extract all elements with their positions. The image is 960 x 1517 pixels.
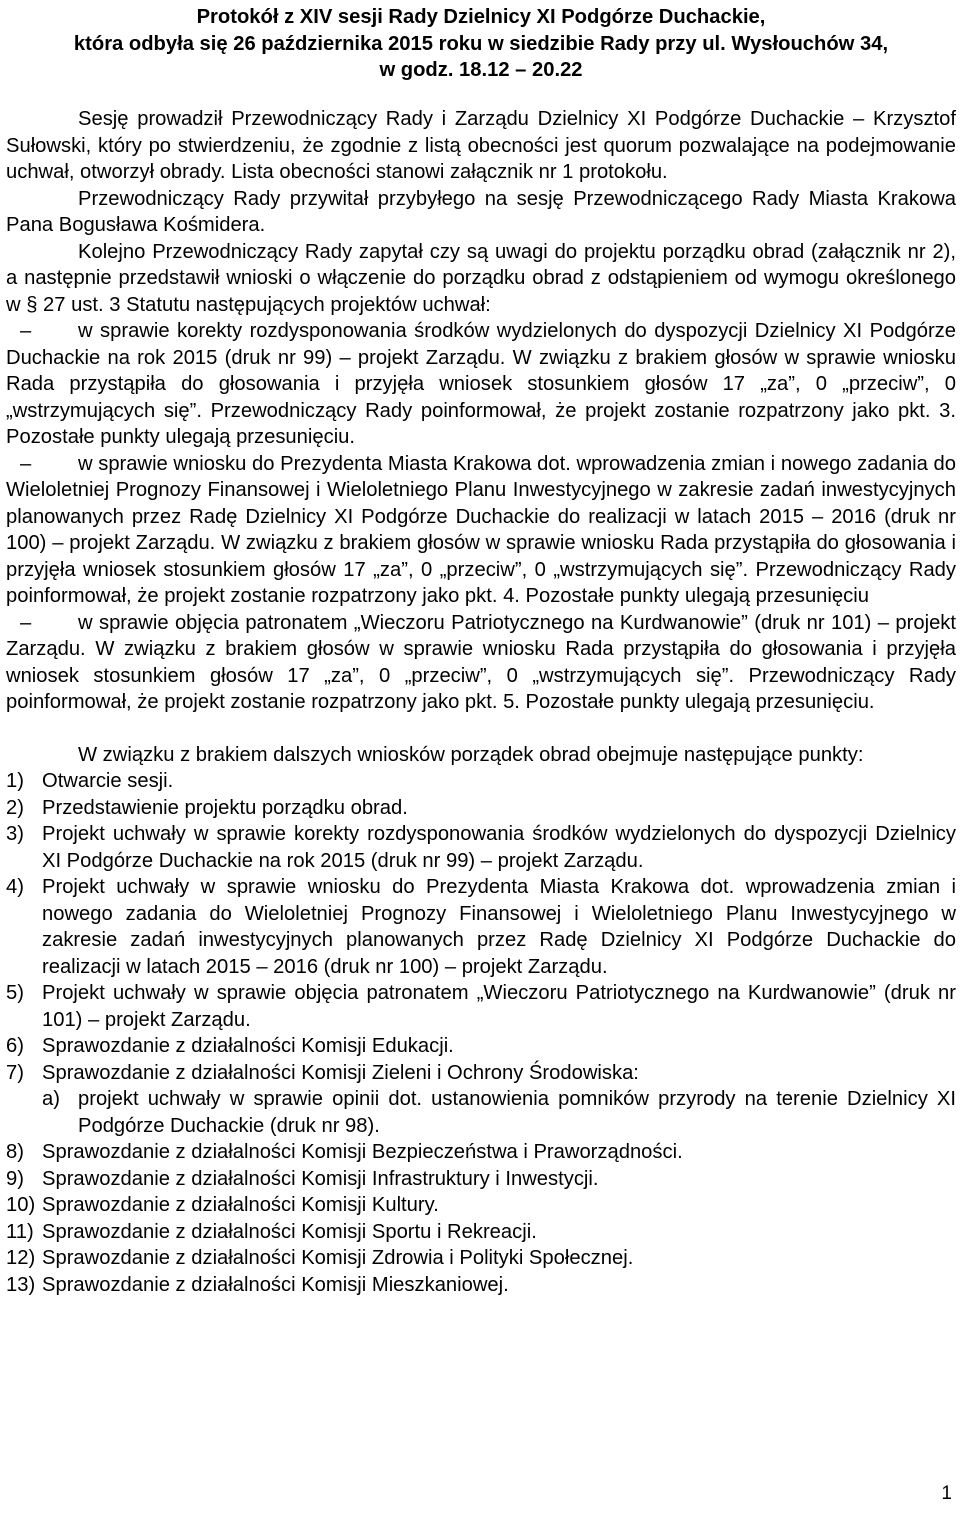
paragraph-agenda-intro: W związku z brakiem dalszych wniosków porządek obrad obejmuje następujące punkty:: [78, 743, 864, 766]
sub-list-item: [42, 1086, 956, 1139]
item-number: 12): [6, 1247, 36, 1269]
spacer: [6, 716, 956, 742]
item-text: Projekt uchwały w sprawie korekty rozdysponowania środków wydzielonych do dyspozycji Dzielnicy XI Podgórze Duchackie na rok 2015 (druk nr 99) – projekt Zarządu.: [42, 823, 956, 872]
list-item: [6, 1192, 956, 1219]
item-number: 3): [6, 823, 24, 845]
list-item: [6, 1060, 956, 1140]
item-text: Sprawozdanie z działalności Komisji Kultury.: [42, 1194, 439, 1216]
item-text: Przedstawienie projektu porządku obrad.: [42, 796, 408, 819]
paragraph-agenda-changes: Kolejno Przewodniczący Rady zapytał czy są uwagi do projektu porządku obrad (załącznik nr 2), a następnie przedstawił wnioski o włączenie do porządku obrad z odstąpieniem od wymogu określonego w § 27 ust. 3 Statutu następujących projektów uchwał:: [6, 240, 956, 316]
item-text: Projekt uchwały w sprawie wniosku do Prezydenta Miasta Krakowa dot. wprowadzenia zmian i nowego zadania do Wieloletniej Prognozy Finansowej i Wieloletniego Planu Inwestycyjnego w zakresie zadań inwestycyjnych planowanych przez Radę Dzielnicy XI Podgórze Duchackie do realizacji w latach 2015 – 2016 (druk nr 100) – projekt Zarządu.: [42, 876, 956, 978]
document-body: [6, 106, 956, 1298]
item-number: 11): [6, 1220, 34, 1243]
title-line-3: w godz. 18.12 – 20.22: [379, 59, 583, 81]
motion-item: [6, 610, 956, 716]
sub-item-letter: a): [42, 1088, 60, 1110]
item-text: Sprawozdanie z działalności Komisji Bezpieczeństwa i Praworządności.: [42, 1141, 683, 1163]
item-text: Sprawozdanie z działalności Komisji Zieleni i Ochrony Środowiska:: [42, 1061, 639, 1084]
list-item: [6, 1033, 956, 1060]
list-item: [6, 768, 956, 795]
list-item: [6, 795, 956, 822]
agenda-list: [6, 768, 956, 1298]
item-text: Sprawozdanie z działalności Komisji Zdrowia i Polityki Społecznej.: [42, 1247, 634, 1269]
page-number: 1: [941, 1483, 952, 1504]
motion-item: [6, 318, 956, 451]
item-text: Sprawozdanie z działalności Komisji Mieszkaniowej.: [42, 1273, 509, 1296]
motion-text: w sprawie korekty rozdysponowania środków wydzielonych do dyspozycji Dzielnicy XI Podgórze Duchackie na rok 2015 (druk nr 99) – projekt Zarządu. W związku z brakiem głosów w sprawie wniosku Rada przystąpiła do głosowania i przyjęła wniosek stosunkiem głosów 17 „za”, 0 „przeciw”, 0 „wstrzymujących się”. Przewodniczący Rady poinformował, że projekt zostanie rozpatrzony jako pkt. 3. Pozostałe punkty ulegają przesunięciu.: [6, 320, 956, 448]
item-number: 6): [6, 1035, 24, 1057]
title-line-1: Protokół z XIV sesji Rady Dzielnicy XI Podgórze Duchackie,: [196, 6, 766, 28]
list-item: [6, 1139, 956, 1166]
list-item: [6, 1219, 956, 1246]
item-number: 9): [6, 1167, 24, 1190]
list-item: [6, 821, 956, 874]
motion-text: w sprawie objęcia patronatem „Wieczoru Patriotycznego na Kurdwanowie” (druk nr 101) – projekt Zarządu. W związku z brakiem głosów w sprawie wniosku Rada przystąpiła do głosowania i przyjęła wniosek stosunkiem głosów 17 „za”, 0 „przeciw”, 0 „wstrzymujących się”. Przewodniczący Rady poinformował, że projekt zostanie rozpatrzony jako pkt. 5. Pozostałe punkty ulegają przesunięciu.: [6, 611, 956, 713]
list-item: [6, 980, 956, 1033]
item-number: 2): [6, 796, 24, 819]
item-number: 10): [6, 1194, 36, 1216]
dash-marker: –: [20, 611, 32, 634]
item-number: 8): [6, 1141, 24, 1163]
list-item: [6, 1166, 956, 1193]
dash-marker: –: [20, 320, 32, 342]
sub-item-text: projekt uchwały w sprawie opinii dot. ustanowienia pomników przyrody na terenie Dzielnicy XI Podgórze Duchackie (druk nr 98).: [78, 1088, 956, 1137]
item-text: Sprawozdanie z działalności Komisji Edukacji.: [42, 1035, 454, 1057]
list-item: [6, 874, 956, 980]
item-number: 5): [6, 982, 24, 1004]
title-line-2: która odbyła się 26 października 2015 roku w siedzibie Rady przy ul. Wysłouchów 34,: [73, 32, 889, 55]
dash-marker: –: [20, 452, 32, 475]
item-text: Sprawozdanie z działalności Komisji Infrastruktury i Inwestycji.: [42, 1167, 599, 1190]
item-number: 4): [6, 876, 24, 898]
item-text: Sprawozdanie z działalności Komisji Sportu i Rekreacji.: [42, 1220, 537, 1243]
list-item: [6, 1245, 956, 1272]
motion-item: [6, 451, 956, 610]
document-title: [6, 4, 956, 84]
item-number: 13): [6, 1273, 36, 1296]
item-number: 1): [6, 770, 24, 792]
motion-text: w sprawie wniosku do Prezydenta Miasta Krakowa dot. wprowadzenia zmian i nowego zadania do Wieloletniej Prognozy Finansowej i Wieloletniego Planu Inwestycyjnego w zakresie zadań inwestycyjnych planowanych przez Radę Dzielnicy XI Podgórze Duchackie do realizacji w latach 2015 – 2016 (druk nr 100) – projekt Zarządu. W związku z brakiem głosów w sprawie wniosku Rada przystąpiła do głosowania i przyjęła wniosek stosunkiem głosów 17 „za”, 0 „przeciw”, 0 „wstrzymujących się”. Przewodniczący Rady poinformował, że projekt zostanie rozpatrzony jako pkt. 4. Pozostałe punkty ulegają przesunięciu: [6, 452, 956, 607]
item-text: Otwarcie sesji.: [42, 770, 174, 792]
paragraph-session-opening: Sesję prowadził Przewodniczący Rady i Zarządu Dzielnicy XI Podgórze Duchackie – Krzysztof Sułowski, który po stwierdzeniu, że zgodnie z listą obecności jest quorum pozwalające na podejmowanie uchwał, otworzył obrady. Lista obecności stanowi załącznik nr 1 protokołu.: [6, 108, 956, 183]
item-number: 7): [6, 1061, 24, 1084]
list-item: [6, 1272, 956, 1299]
item-text: Projekt uchwały w sprawie objęcia patronatem „Wieczoru Patriotycznego na Kurdwanowie” (druk nr 101) – projekt Zarządu.: [42, 982, 956, 1031]
paragraph-welcome: Przewodniczący Rady przywitał przybyłego na sesję Przewodniczącego Rady Miasta Krakowa Pana Bogusława Kośmidera.: [6, 187, 956, 236]
